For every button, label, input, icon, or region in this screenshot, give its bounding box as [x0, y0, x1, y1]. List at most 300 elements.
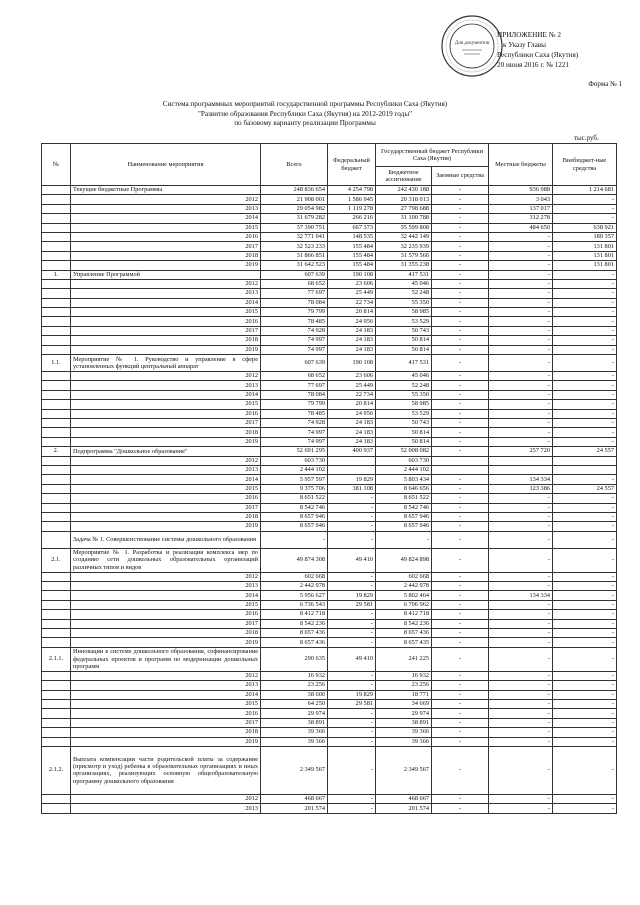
row-extra	[553, 465, 617, 474]
row-federal: -	[328, 638, 376, 647]
row-state-loan: -	[432, 647, 489, 671]
row-total: 29 974	[261, 709, 328, 718]
row-state-loan: -	[432, 372, 489, 381]
row-name: 2018	[71, 512, 261, 521]
row-local: -	[489, 261, 553, 270]
row-federal: 155 484	[328, 251, 376, 260]
row-federal: -	[328, 629, 376, 638]
row-federal: -	[328, 572, 376, 581]
row-number	[42, 223, 71, 232]
row-state-budget: 58 985	[376, 400, 432, 409]
title-line-2: "Развитие образования Республики Саха (Якутия) на 2012-2019 годы"	[197, 109, 413, 118]
row-federal: -	[328, 522, 376, 531]
row-name: 2017	[71, 619, 261, 628]
row-local: -	[489, 326, 553, 335]
table-row	[42, 326, 617, 335]
row-extra: -	[553, 531, 617, 548]
row-total: 78 084	[261, 390, 328, 399]
table-row	[42, 456, 617, 465]
row-name: 2019	[71, 638, 261, 647]
row-state-loan: -	[432, 746, 489, 794]
row-extra: -	[553, 600, 617, 609]
seal-text: Для документов	[454, 41, 490, 46]
row-state-loan: -	[432, 531, 489, 548]
row-federal: 25 449	[328, 381, 376, 390]
row-state-loan: -	[432, 709, 489, 718]
row-local	[489, 456, 553, 465]
row-extra: -	[553, 681, 617, 690]
row-number	[42, 572, 71, 581]
row-number	[42, 437, 71, 446]
row-total: 23 256	[261, 681, 328, 690]
row-state-budget: 8 542 746	[376, 503, 432, 512]
row-name: 2017	[71, 503, 261, 512]
row-state-loan: -	[432, 308, 489, 317]
currency-unit: тыс.руб.	[574, 134, 599, 142]
row-number	[42, 308, 71, 317]
row-extra: -	[553, 298, 617, 307]
row-name: 2018	[71, 251, 261, 260]
row-name: 2016	[71, 610, 261, 619]
row-name: 2012	[71, 794, 261, 803]
table-row	[42, 699, 617, 708]
row-total: 468 667	[261, 794, 328, 803]
row-number	[42, 718, 71, 727]
table-row	[42, 204, 617, 213]
row-federal: -	[328, 582, 376, 591]
row-number	[42, 610, 71, 619]
decree-date: 20 июня 2016 г. № 1221	[497, 61, 570, 69]
row-number	[42, 428, 71, 437]
row-name: 2016	[71, 494, 261, 503]
col-state-budget-header: Бюджетное ассигнование	[376, 167, 432, 186]
row-local: 3 043	[489, 195, 553, 204]
col-total-header: Всего	[261, 144, 328, 186]
row-state-loan: -	[432, 232, 489, 241]
row-state-budget: 8 646 656	[376, 484, 432, 493]
row-name: 2012	[71, 372, 261, 381]
row-state-loan: -	[432, 699, 489, 708]
row-name: Мероприятие № 1. Разработка и реализация комплекса мер по созданию сети дошкольных образовательных организаций различных типов и видов	[71, 548, 261, 572]
row-extra: -	[553, 437, 617, 446]
row-state-loan: -	[432, 484, 489, 493]
row-local: -	[489, 289, 553, 298]
table-row	[42, 232, 617, 241]
row-state-loan	[432, 456, 489, 465]
row-local: -	[489, 671, 553, 680]
row-federal: -	[328, 512, 376, 521]
row-state-loan: -	[432, 494, 489, 503]
official-seal	[440, 14, 504, 78]
row-state-loan: -	[432, 326, 489, 335]
table-row	[42, 610, 617, 619]
table-row	[42, 214, 617, 223]
row-number	[42, 494, 71, 503]
row-total: 5 956 627	[261, 591, 328, 600]
row-state-loan: -	[432, 345, 489, 354]
row-number	[42, 326, 71, 335]
row-name: 2019	[71, 345, 261, 354]
row-state-budget: 49 824 898	[376, 548, 432, 572]
col-federal-header: Федеральный бюджет	[328, 144, 376, 186]
row-total: 64 250	[261, 699, 328, 708]
row-extra: -	[553, 746, 617, 794]
table-row	[42, 345, 617, 354]
row-federal: 24 183	[328, 437, 376, 446]
col-num-header: №	[42, 144, 71, 186]
row-state-budget: 50 743	[376, 326, 432, 335]
row-number	[42, 484, 71, 493]
row-extra: -	[553, 195, 617, 204]
row-federal: 24 183	[328, 418, 376, 427]
row-federal: 25 449	[328, 289, 376, 298]
row-total: 74 997	[261, 336, 328, 345]
row-extra: -	[553, 317, 617, 326]
row-number: 1.1.	[42, 355, 71, 372]
row-federal: 19 829	[328, 690, 376, 699]
table-row	[42, 261, 617, 270]
table-row	[42, 690, 617, 699]
row-extra: -	[553, 728, 617, 737]
row-federal: -	[328, 728, 376, 737]
row-state-loan: -	[432, 390, 489, 399]
row-number: 2.1.1.	[42, 647, 71, 671]
row-state-loan: -	[432, 522, 489, 531]
row-state-budget: 55 350	[376, 298, 432, 307]
table-row	[42, 381, 617, 390]
row-total: 29 054 982	[261, 204, 328, 213]
row-total: 603 730	[261, 456, 328, 465]
row-total: 39 366	[261, 728, 328, 737]
row-local: -	[489, 503, 553, 512]
row-number	[42, 381, 71, 390]
row-state-budget: 53 529	[376, 317, 432, 326]
row-state-budget: 38 891	[376, 718, 432, 727]
row-local: -	[489, 582, 553, 591]
row-state-budget: 2 349 567	[376, 746, 432, 794]
row-extra: -	[553, 671, 617, 680]
row-number	[42, 345, 71, 354]
row-local: -	[489, 718, 553, 727]
row-extra: 180 357	[553, 232, 617, 241]
row-state-loan: -	[432, 447, 489, 456]
row-federal: -	[328, 794, 376, 803]
row-state-budget: 5 802 464	[376, 591, 432, 600]
row-federal: 22 734	[328, 298, 376, 307]
row-federal: 148 535	[328, 232, 376, 241]
table-row	[42, 737, 617, 746]
table-body	[42, 186, 617, 814]
row-local: -	[489, 512, 553, 521]
row-total: 52 691 295	[261, 447, 328, 456]
row-total: 37 390 751	[261, 223, 328, 232]
row-extra: -	[553, 699, 617, 708]
row-state-budget: 45 046	[376, 372, 432, 381]
row-state-budget: 8 657 946	[376, 512, 432, 521]
table-row	[42, 428, 617, 437]
row-local: -	[489, 381, 553, 390]
row-number	[42, 671, 71, 680]
row-local: -	[489, 418, 553, 427]
row-name: 2019	[71, 737, 261, 746]
row-extra: 24 557	[553, 484, 617, 493]
row-total: 77 697	[261, 381, 328, 390]
row-state-budget: 18 771	[376, 690, 432, 699]
row-extra: 131 801	[553, 242, 617, 251]
table-row	[42, 447, 617, 456]
table-row	[42, 317, 617, 326]
row-state-loan: -	[432, 804, 489, 813]
row-local: -	[489, 610, 553, 619]
row-extra: -	[553, 582, 617, 591]
row-number	[42, 390, 71, 399]
table-row	[42, 709, 617, 718]
row-name: 2015	[71, 699, 261, 708]
row-local: -	[489, 270, 553, 279]
row-name: 2017	[71, 326, 261, 335]
row-total: 74 997	[261, 437, 328, 446]
row-extra: -	[553, 629, 617, 638]
row-name: 2016	[71, 409, 261, 418]
table-row	[42, 638, 617, 647]
row-name: 2017	[71, 242, 261, 251]
row-total: 79 799	[261, 308, 328, 317]
row-name: 2014	[71, 591, 261, 600]
row-state-loan: -	[432, 242, 489, 251]
row-state-loan: -	[432, 503, 489, 512]
row-total: 16 932	[261, 671, 328, 680]
table-row	[42, 629, 617, 638]
row-state-budget: 31 579 566	[376, 251, 432, 260]
row-local: -	[489, 428, 553, 437]
row-state-loan: -	[432, 629, 489, 638]
row-federal: 20 814	[328, 400, 376, 409]
row-extra: -	[553, 522, 617, 531]
row-state-loan: -	[432, 289, 489, 298]
row-name: 2014	[71, 690, 261, 699]
table-row	[42, 289, 617, 298]
row-state-budget: 8 412 718	[376, 610, 432, 619]
table-row	[42, 270, 617, 279]
row-local: -	[489, 619, 553, 628]
row-local: -	[489, 494, 553, 503]
row-number	[42, 794, 71, 803]
row-extra: -	[553, 610, 617, 619]
table-row	[42, 591, 617, 600]
row-extra: -	[553, 794, 617, 803]
row-state-loan: -	[432, 270, 489, 279]
table-row	[42, 409, 617, 418]
row-name: 2016	[71, 317, 261, 326]
row-state-loan: -	[432, 572, 489, 581]
row-federal: 24 183	[328, 326, 376, 335]
row-number	[42, 317, 71, 326]
row-local: 134 334	[489, 591, 553, 600]
row-state-loan: -	[432, 610, 489, 619]
appendix-title: ПРИЛОЖЕНИЕ № 2	[497, 31, 561, 39]
row-state-loan: -	[432, 214, 489, 223]
row-state-budget: 5 803 434	[376, 475, 432, 484]
row-federal: -	[328, 671, 376, 680]
row-name: 2017	[71, 718, 261, 727]
row-number	[42, 512, 71, 521]
row-number	[42, 600, 71, 609]
row-extra: -	[553, 690, 617, 699]
row-state-budget: 55 350	[376, 390, 432, 399]
row-extra: -	[553, 647, 617, 671]
row-name: 2014	[71, 475, 261, 484]
row-extra: -	[553, 409, 617, 418]
row-number	[42, 638, 71, 647]
row-total: 74 997	[261, 345, 328, 354]
row-total: 79 799	[261, 400, 328, 409]
row-local: -	[489, 317, 553, 326]
row-state-loan: -	[432, 475, 489, 484]
appendix-header	[497, 30, 627, 70]
row-number	[42, 690, 71, 699]
row-local: -	[489, 279, 553, 288]
row-local: -	[489, 647, 553, 671]
row-local: -	[489, 336, 553, 345]
row-state-loan: -	[432, 355, 489, 372]
title-line-1: Система программных мероприятий государственной программы Республики Саха (Якутия)	[162, 100, 448, 108]
row-number	[42, 214, 71, 223]
row-extra: 131 801	[553, 261, 617, 270]
row-name: 2017	[71, 418, 261, 427]
table-row	[42, 308, 617, 317]
row-local: -	[489, 251, 553, 260]
row-state-budget: 50 814	[376, 345, 432, 354]
row-local: -	[489, 372, 553, 381]
table-row	[42, 336, 617, 345]
row-total: 9 375 706	[261, 484, 328, 493]
row-total: 32 523 233	[261, 242, 328, 251]
row-state-loan: -	[432, 418, 489, 427]
row-state-budget: 20 318 013	[376, 195, 432, 204]
table-row	[42, 804, 617, 813]
row-state-budget: 29 974	[376, 709, 432, 718]
row-total: 6 736 543	[261, 600, 328, 609]
row-number	[42, 699, 71, 708]
row-name: 2012	[71, 195, 261, 204]
row-total: 607 639	[261, 270, 328, 279]
row-total: 8 542 746	[261, 503, 328, 512]
row-name: 2018	[71, 428, 261, 437]
row-total: 8 657 436	[261, 638, 328, 647]
row-federal: -	[328, 681, 376, 690]
row-federal: -	[328, 503, 376, 512]
row-number	[42, 372, 71, 381]
row-name: 2014	[71, 298, 261, 307]
row-state-loan: -	[432, 718, 489, 727]
row-state-loan: -	[432, 619, 489, 628]
row-local: -	[489, 600, 553, 609]
row-federal: 400 937	[328, 447, 376, 456]
table-row	[42, 647, 617, 671]
row-total: 290 635	[261, 647, 328, 671]
row-number	[42, 522, 71, 531]
row-name: Подпрограмма "Дошкольное образование"	[71, 447, 261, 456]
table-row	[42, 400, 617, 409]
row-local: -	[489, 681, 553, 690]
col-state-header: Государственный бюджет Республики Саха (Якутия)	[376, 144, 489, 167]
title-line-3: по базовому варианту реализации Программы	[234, 119, 376, 127]
col-name-header: Наименование мероприятия	[71, 144, 261, 186]
row-total: 38 600	[261, 690, 328, 699]
row-state-budget: 39 366	[376, 737, 432, 746]
table-row	[42, 728, 617, 737]
row-total: 2 442 978	[261, 582, 328, 591]
row-number: 2.	[42, 447, 71, 456]
row-state-budget: 8 657 435	[376, 638, 432, 647]
row-number	[42, 737, 71, 746]
row-number	[42, 804, 71, 813]
row-state-budget: 8 657 436	[376, 629, 432, 638]
row-state-budget: 468 667	[376, 794, 432, 803]
row-state-budget: 31 355 238	[376, 261, 432, 270]
row-name: 2019	[71, 437, 261, 446]
row-number: 2.1.	[42, 548, 71, 572]
row-name: 2013	[71, 381, 261, 390]
row-local: -	[489, 572, 553, 581]
row-state-loan: -	[432, 582, 489, 591]
row-local: -	[489, 298, 553, 307]
row-number	[42, 195, 71, 204]
row-state-budget: 2 444 102	[376, 465, 432, 474]
row-extra: -	[553, 512, 617, 521]
row-state-loan: -	[432, 681, 489, 690]
row-total: 39 366	[261, 737, 328, 746]
row-name: 2018	[71, 629, 261, 638]
row-number	[42, 503, 71, 512]
program-table	[41, 143, 617, 814]
row-local: -	[489, 390, 553, 399]
row-number	[42, 681, 71, 690]
row-state-loan: -	[432, 195, 489, 204]
row-extra: 131 801	[553, 251, 617, 260]
row-state-loan: -	[432, 204, 489, 213]
row-federal: 29 581	[328, 600, 376, 609]
row-local: -	[489, 548, 553, 572]
row-local: -	[489, 345, 553, 354]
table-row	[42, 279, 617, 288]
row-state-budget: 27 798 688	[376, 204, 432, 213]
row-local: -	[489, 629, 553, 638]
row-state-loan: -	[432, 251, 489, 260]
row-number	[42, 204, 71, 213]
row-extra: -	[553, 804, 617, 813]
row-extra: -	[553, 390, 617, 399]
row-state-budget: 50 814	[376, 336, 432, 345]
row-local: -	[489, 728, 553, 737]
row-number	[42, 465, 71, 474]
row-local: -	[489, 699, 553, 708]
table-row	[42, 186, 617, 195]
document-title	[90, 100, 520, 129]
row-federal: -	[328, 737, 376, 746]
table-row	[42, 512, 617, 521]
row-extra: -	[553, 737, 617, 746]
row-name: Управление Программой	[71, 270, 261, 279]
row-total: 74 997	[261, 428, 328, 437]
row-federal: 1 119 278	[328, 204, 376, 213]
table-row	[42, 437, 617, 446]
row-name: 2015	[71, 223, 261, 232]
row-number	[42, 591, 71, 600]
row-federal: 190 108	[328, 355, 376, 372]
row-federal: 24 183	[328, 345, 376, 354]
row-federal: -	[328, 494, 376, 503]
